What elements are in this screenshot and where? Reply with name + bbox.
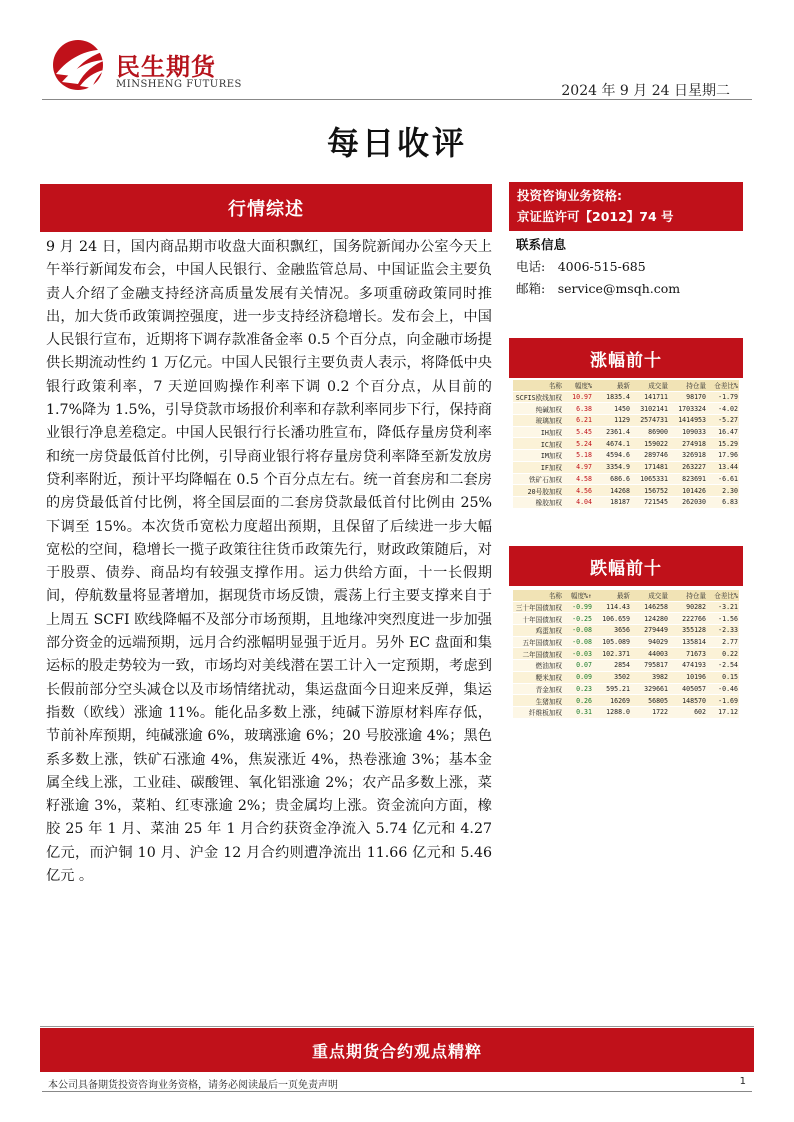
table-cell: 56805 bbox=[631, 695, 669, 707]
table-header-cell: 成交量 bbox=[631, 380, 669, 391]
table-row bbox=[513, 450, 739, 462]
table-cell: 1450 bbox=[593, 403, 631, 415]
table-row bbox=[513, 683, 739, 695]
contract-name: 五年国债加权 bbox=[513, 636, 563, 648]
brand-name-en: MINSHENG FUTURES bbox=[116, 79, 242, 90]
table-row bbox=[513, 415, 739, 427]
table-cell: 10.97 bbox=[563, 391, 593, 403]
table-cell: 274918 bbox=[669, 438, 707, 450]
table-cell: 4.04 bbox=[563, 496, 593, 508]
top-gainers-heading: 涨幅前十 bbox=[509, 338, 743, 378]
table-cell: 289746 bbox=[631, 450, 669, 462]
table-cell: 1065331 bbox=[631, 473, 669, 485]
table-cell: 0.22 bbox=[707, 648, 739, 660]
table-cell: -4.02 bbox=[707, 403, 739, 415]
table-cell: 1722 bbox=[631, 706, 669, 718]
page-number: 1 bbox=[739, 1076, 746, 1087]
table-cell: 71673 bbox=[669, 648, 707, 660]
table-cell: 2.77 bbox=[707, 636, 739, 648]
table-row bbox=[513, 496, 739, 508]
table-cell: 1414953 bbox=[669, 415, 707, 427]
table-cell: 10196 bbox=[669, 671, 707, 683]
top-losers-table bbox=[513, 590, 739, 719]
contract-name: 橡胶加权 bbox=[513, 496, 563, 508]
contact-heading: 联系信息 bbox=[516, 237, 567, 252]
table-cell: 279449 bbox=[631, 625, 669, 637]
table-cell: 159022 bbox=[631, 438, 669, 450]
table-cell: 4594.6 bbox=[593, 450, 631, 462]
table-cell: -1.56 bbox=[707, 613, 739, 625]
table-cell: 222766 bbox=[669, 613, 707, 625]
table-cell: 6.21 bbox=[563, 415, 593, 427]
table-row bbox=[513, 695, 739, 707]
table-row bbox=[513, 671, 739, 683]
contract-name: 十年国债加权 bbox=[513, 613, 563, 625]
table-header-row bbox=[513, 590, 739, 601]
table-cell: 86900 bbox=[631, 426, 669, 438]
table-cell: 405057 bbox=[669, 683, 707, 695]
table-cell: 146258 bbox=[631, 601, 669, 613]
table-cell: 262030 bbox=[669, 496, 707, 508]
table-cell: 1703324 bbox=[669, 403, 707, 415]
table-row bbox=[513, 426, 739, 438]
table-cell: 101426 bbox=[669, 485, 707, 497]
table-cell: 135814 bbox=[669, 636, 707, 648]
contract-name: 青金加权 bbox=[513, 683, 563, 695]
table-cell: 4.56 bbox=[563, 485, 593, 497]
table-cell: 474193 bbox=[669, 660, 707, 672]
table-cell: 5.45 bbox=[563, 426, 593, 438]
table-cell: 90282 bbox=[669, 601, 707, 613]
table-cell: 44003 bbox=[631, 648, 669, 660]
table-cell: 6.38 bbox=[563, 403, 593, 415]
table-header-cell: 持仓量 bbox=[669, 590, 707, 601]
table-cell: 0.31 bbox=[563, 706, 593, 718]
contract-name: 纤维板加权 bbox=[513, 706, 563, 718]
table-cell: 3502 bbox=[593, 671, 631, 683]
table-cell: 3982 bbox=[631, 671, 669, 683]
qualification-box bbox=[509, 182, 743, 231]
table-cell: 141711 bbox=[631, 391, 669, 403]
table-cell: 2574731 bbox=[631, 415, 669, 427]
table-cell: 106.659 bbox=[593, 613, 631, 625]
table-cell: 602 bbox=[669, 706, 707, 718]
table-cell: 2361.4 bbox=[593, 426, 631, 438]
contact-phone: 电话: 4006-515-685 bbox=[516, 259, 646, 274]
table-header-cell: 名称 bbox=[513, 590, 563, 601]
table-cell: 595.21 bbox=[593, 683, 631, 695]
minsheng-logo-icon bbox=[50, 38, 110, 92]
table-cell: -0.99 bbox=[563, 601, 593, 613]
table-cell: 94029 bbox=[631, 636, 669, 648]
table-cell: 0.26 bbox=[563, 695, 593, 707]
report-date: 2024 年 9 月 24 日星期二 bbox=[561, 83, 730, 99]
table-cell: 0.07 bbox=[563, 660, 593, 672]
table-cell: 148570 bbox=[669, 695, 707, 707]
table-cell: 14268 bbox=[593, 485, 631, 497]
table-cell: 3102141 bbox=[631, 403, 669, 415]
table-header-cell: 最新 bbox=[593, 380, 631, 391]
table-cell: 5.18 bbox=[563, 450, 593, 462]
table-header-cell: 成交量 bbox=[631, 590, 669, 601]
table-cell: 4.58 bbox=[563, 473, 593, 485]
table-cell: 0.23 bbox=[563, 683, 593, 695]
table-cell: 102.371 bbox=[593, 648, 631, 660]
contact-email: 邮箱: service@msqh.com bbox=[516, 281, 681, 296]
table-row bbox=[513, 485, 739, 497]
table-cell: -0.08 bbox=[563, 625, 593, 637]
table-row bbox=[513, 438, 739, 450]
table-cell: 3354.9 bbox=[593, 461, 631, 473]
header-divider bbox=[42, 99, 752, 100]
table-cell: -2.54 bbox=[707, 660, 739, 672]
table-header-row bbox=[513, 380, 739, 391]
contract-name: 鸡蛋加权 bbox=[513, 625, 563, 637]
table-cell: 109033 bbox=[669, 426, 707, 438]
contract-name: SCFIS欧线加权 bbox=[513, 391, 563, 403]
table-cell: 4.97 bbox=[563, 461, 593, 473]
table-cell: 0.15 bbox=[707, 671, 739, 683]
footer bbox=[48, 1076, 746, 1091]
table-cell: -2.33 bbox=[707, 625, 739, 637]
section-divider bbox=[40, 1026, 754, 1027]
contract-name: 铁矿石加权 bbox=[513, 473, 563, 485]
table-cell: 721545 bbox=[631, 496, 669, 508]
table-row bbox=[513, 461, 739, 473]
table-cell: 795817 bbox=[631, 660, 669, 672]
table-cell: -1.79 bbox=[707, 391, 739, 403]
table-header-cell: 仓差比% bbox=[707, 380, 739, 391]
table-row bbox=[513, 403, 739, 415]
table-header-cell: 最新 bbox=[593, 590, 631, 601]
table-cell: 4674.1 bbox=[593, 438, 631, 450]
table-cell: 823691 bbox=[669, 473, 707, 485]
table-cell: 114.43 bbox=[593, 601, 631, 613]
table-cell: 0.09 bbox=[563, 671, 593, 683]
table-cell: 2.30 bbox=[707, 485, 739, 497]
table-row bbox=[513, 648, 739, 660]
contact-info bbox=[516, 234, 680, 300]
contract-name: 20号胶加权 bbox=[513, 485, 563, 497]
table-cell: -6.61 bbox=[707, 473, 739, 485]
table-cell: 355128 bbox=[669, 625, 707, 637]
table-cell: 171481 bbox=[631, 461, 669, 473]
table-cell: 1835.4 bbox=[593, 391, 631, 403]
table-cell: 5.24 bbox=[563, 438, 593, 450]
table-cell: 105.089 bbox=[593, 636, 631, 648]
contract-name: 燃油加权 bbox=[513, 660, 563, 672]
table-header-cell: 幅度% bbox=[563, 380, 593, 391]
table-row bbox=[513, 625, 739, 637]
qualification-line-2: 京证监许可【2012】74 号 bbox=[517, 209, 674, 224]
table-cell: 18187 bbox=[593, 496, 631, 508]
table-cell: 329661 bbox=[631, 683, 669, 695]
table-header-cell: 仓差比% bbox=[707, 590, 739, 601]
contract-name: 玻璃加权 bbox=[513, 415, 563, 427]
table-cell: 1129 bbox=[593, 415, 631, 427]
table-row bbox=[513, 391, 739, 403]
table-header-cell: 持仓量 bbox=[669, 380, 707, 391]
table-cell: 326918 bbox=[669, 450, 707, 462]
table-cell: 17.12 bbox=[707, 706, 739, 718]
table-header-cell: 名称 bbox=[513, 380, 563, 391]
table-cell: 17.96 bbox=[707, 450, 739, 462]
contract-name: 三十年国债加权 bbox=[513, 601, 563, 613]
table-cell: 3656 bbox=[593, 625, 631, 637]
contract-name: IH加权 bbox=[513, 426, 563, 438]
contract-name: 纯碱加权 bbox=[513, 403, 563, 415]
contract-name: 粳米加权 bbox=[513, 671, 563, 683]
brand-name: 民生期货 bbox=[116, 53, 216, 81]
table-cell: 15.29 bbox=[707, 438, 739, 450]
table-cell: -5.27 bbox=[707, 415, 739, 427]
top-losers-heading: 跌幅前十 bbox=[509, 546, 743, 586]
table-row bbox=[513, 601, 739, 613]
table-cell: 156752 bbox=[631, 485, 669, 497]
table-row bbox=[513, 473, 739, 485]
table-cell: 6.83 bbox=[707, 496, 739, 508]
top-gainers-table bbox=[513, 380, 739, 509]
table-cell: 2854 bbox=[593, 660, 631, 672]
market-overview-body: 9 月 24 日，国内商品期市收盘大面积飘红，国务院新闻办公室今天上午举行新闻发布会，中国人民银行、金融监管总局、中国证监会主要负责人介绍了金融支持经济高质量发展有关情况。多项重磅政策同时推出，加大货币政策调控强度，进一步支持经济稳增长。发布会上，中国人民银行宣布，近期将下调存款准备金率 0.5 个百分点，向金融市场提供长期流动性约 1 万亿元。中国人民银行主要负责人表示，将降低中央银行政策利率，7 天逆回购操作利率下调 0.2 个百分点，从目前的 1.7%降为 1.5%，引导贷款市场报价利率和存款利率同步下行，保持商业银行净息差稳定。中国人民银行行长潘功胜宣布，降低存量房贷利率和统一房贷最低首付比例，引导商业银行将存量房贷利率降至新发放房贷利率附近，预计平均降幅在 0.5 个百分点左右。统一首套房和二套房的房贷最低首付比例，将全国层面的二套房贷款最低首付比例由 25%下调至 15%。本次货币宽松力度超出预期，且保留了后续进一步大幅宽松的空间，稳增长一揽子政策往往货币政策先行，财政政策随后，对于股票、债券、商品均有较强支撑作用。运力供给方面，十一长假期间，停航数量将显著增加，据现货市场反馈，震荡上行主要支撑来自于上周五 SCFI 欧线降幅不及部分市场预期，且地缘冲突烈度进一步加强部分资金的远端预期，远月合约涨幅明显强于近月。另外 EC 盘面和集运标的股走势较为一致，市场均对美线潜在罢工计入一定预期，考虑到长假前部分空头减仓以及市场情绪扰动，集运盘面今日迎来反弹，集运指数（欧线）涨逾 11%。能化品多数上涨，纯碱下游原材料库存低，节前补库预期，纯碱涨逾 6%，玻璃涨逾 6%；20 号胶涨逾 4%；黑色系多数上涨，铁矿石涨逾 4%，焦炭涨近 4%，热卷涨逾 3%；基本金属全线上涨，工业硅、碳酸锂、氧化铝涨逾 2%；农产品多数上涨，菜籽涨逾 3%，菜粕、红枣涨逾 2%；贵金属均上涨。资金流向方面，橡胶 25 年 1 月、菜油 25 年 1 月合约获资金净流入 5.74 亿元和 4.27 亿元，而沪铜 10 月、沪金 12 月合约则遭净流出 11.66 亿元和 5.46 亿元 。 bbox=[46, 239, 492, 885]
contract-name: 二年国债加权 bbox=[513, 648, 563, 660]
table-cell: 16.47 bbox=[707, 426, 739, 438]
contract-name: 生猪加权 bbox=[513, 695, 563, 707]
table-row bbox=[513, 660, 739, 672]
table-cell: 124280 bbox=[631, 613, 669, 625]
contract-name: IM加权 bbox=[513, 450, 563, 462]
table-cell: -0.46 bbox=[707, 683, 739, 695]
highlights-heading: 重点期货合约观点精粹 bbox=[40, 1028, 754, 1072]
table-row bbox=[513, 636, 739, 648]
contract-name: IF加权 bbox=[513, 461, 563, 473]
disclaimer-text: 本公司具备期货投资咨询业务资格，请务必阅读最后一页免责声明 bbox=[48, 1080, 338, 1091]
table-cell: -3.21 bbox=[707, 601, 739, 613]
table-cell: 263227 bbox=[669, 461, 707, 473]
table-header-cell: 幅度%↑ bbox=[563, 590, 593, 601]
table-cell: 13.44 bbox=[707, 461, 739, 473]
market-overview-heading: 行情综述 bbox=[40, 184, 492, 232]
table-cell: 16269 bbox=[593, 695, 631, 707]
page-title: 每日收评 bbox=[326, 124, 467, 162]
table-row bbox=[513, 613, 739, 625]
table-cell: 686.6 bbox=[593, 473, 631, 485]
table-cell: 98170 bbox=[669, 391, 707, 403]
footer-divider bbox=[42, 1091, 752, 1092]
table-row bbox=[513, 706, 739, 718]
qualification-line-1: 投资咨询业务资格: bbox=[517, 188, 622, 203]
table-cell: -0.25 bbox=[563, 613, 593, 625]
contract-name: IC加权 bbox=[513, 438, 563, 450]
table-cell: 1288.0 bbox=[593, 706, 631, 718]
table-cell: -0.03 bbox=[563, 648, 593, 660]
table-cell: -1.69 bbox=[707, 695, 739, 707]
table-cell: -0.08 bbox=[563, 636, 593, 648]
